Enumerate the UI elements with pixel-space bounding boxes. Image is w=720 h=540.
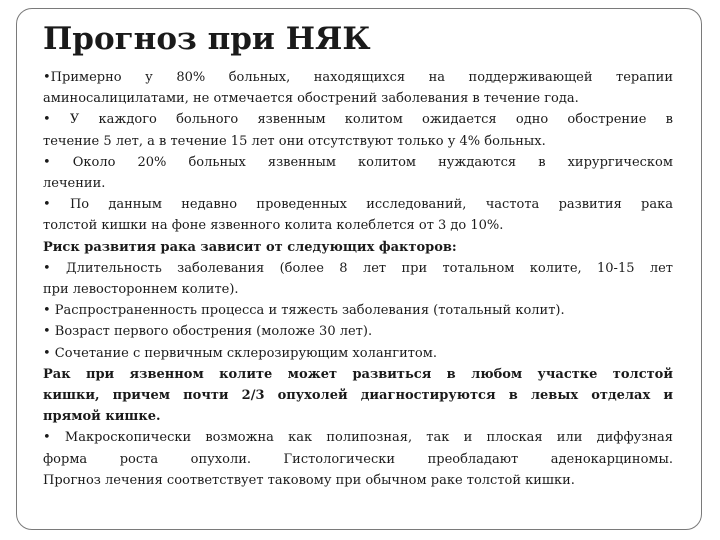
text-line: аминосалицилатами, не отмечается обострений заболевания в течение года. [43,91,579,107]
bold-line: прямой кишке. [43,409,161,425]
text-line: •Примерно у 80% больных, находящихся на поддерживающей терапии [43,70,673,85]
text-line: • Распространенность процесса и тяжесть заболевания (тотальный колит). [43,303,565,319]
text-line: • Около 20% больных язвенным колитом нуждаются в хирургическом [43,154,673,170]
text-line: течение 5 лет, а в течение 15 лет они отсутствуют только у 4% больных. [43,133,546,149]
text-line: • По данным недавно проведенных исследований, частота развития рака [43,197,673,213]
slide-body [43,67,673,491]
slide-frame [16,8,702,530]
slide-title: Прогноз при НЯК [43,21,371,57]
text-line: • Возраст первого обострения (моложе 30 лет). [43,324,373,340]
text-line: при левостороннем колите). [43,282,239,298]
text-line: • Макроскопически возможна как полипозная, так и плоская или диффузная [43,430,673,446]
text-line: лечении. [43,176,106,192]
text-line: • Сочетание с первичным склерозирующим холангитом. [43,345,437,361]
text-line: толстой кишки на фоне язвенного колита колеблется от 3 до 10%. [43,218,504,234]
text-line: • Длительность заболевания (более 8 лет при тотальном колите, 10-15 лет [43,260,673,276]
text-line: • У каждого больного язвенным колитом ожидается одно обострение в [43,112,673,128]
text-line: Прогноз лечения соответствует таковому при обычном раке толстой кишки. [43,472,575,488]
bold-line: кишки, причем почти 2/3 опухолей диагностируются в левых отделах и [43,388,673,404]
bold-line: Рак при язвенном колите может развиться в любом участке толстой [43,366,673,382]
text-line: форма роста опухоли. Гистологически преобладают аденокарциномы. [43,451,673,467]
risk-heading: Риск развития рака зависит от следующих факторов: [43,239,457,255]
